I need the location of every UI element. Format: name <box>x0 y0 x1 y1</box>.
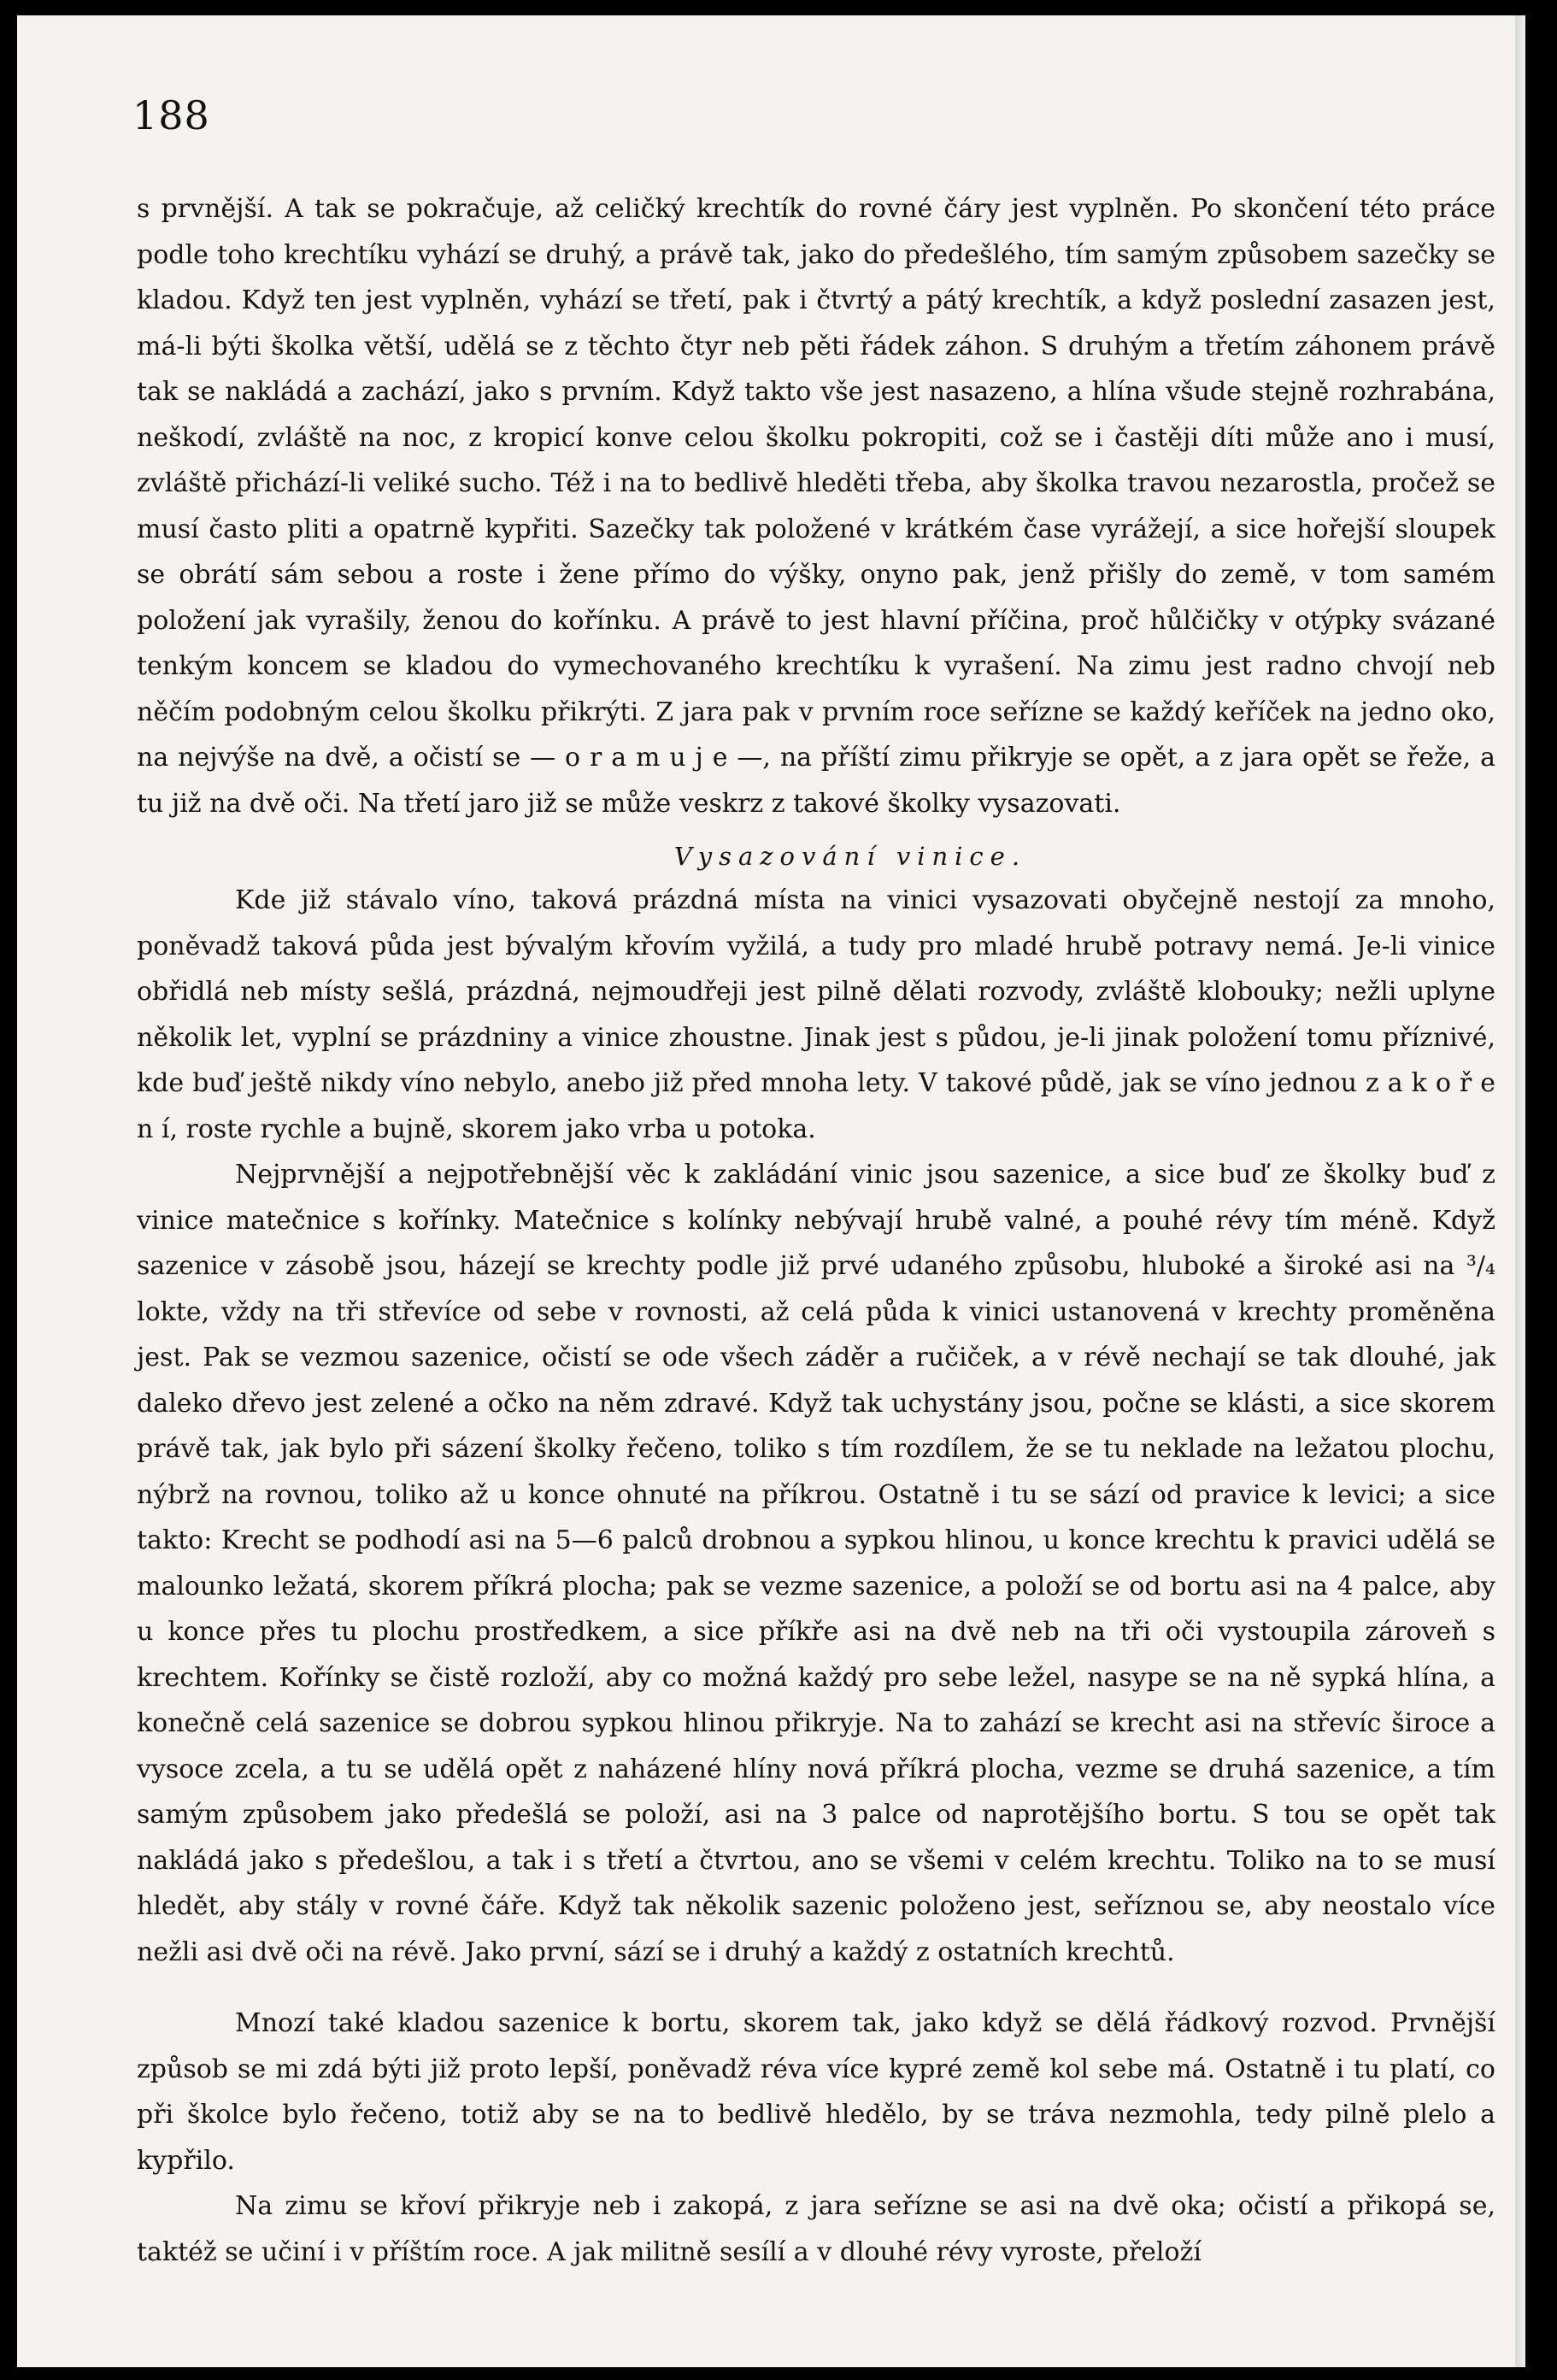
section-title: Vysazování vinice. <box>673 842 1027 871</box>
book-page <box>17 15 1525 2367</box>
paragraph-4: Mnozí také kladou sazenice k bortu, skorem tak, jako když se dělá řádkový rozvod. Prvnější způsob se mi zdá býti již proto lepší, poněvadž réva více kypré země kol sebe má. Ostatně i tu platí, co při školce bylo řečeno, totiž aby se na to bedlivě hledělo, by se tráva nezmohla, tedy pilně plelo a kypřilo. <box>137 2008 1495 2176</box>
paragraph-1: s prvnější. A tak se pokračuje, až celičký krechtík do rovné čáry jest vyplněn. Po skončení této práce podle toho krechtíku vyhází se druhý, a právě tak, jako do předešlého, tím samým způsobem sazečky se kladou. Když ten jest vyplněn, vyhází se třetí, pak i čtvrtý a pátý krechtík, a když poslední zasazen jest, má-li býti školka větší, udělá se z těchto čtyr neb pěti řádek záhon. S druhým a třetím záhonem právě tak se nakládá a zachází, jako s prvním. Když takto vše jest nasazeno, a hlína všude stejně rozhrabána, neškodí, zvláště na noc, z kropicí konve celou školku pokropiti, což se i častěji díti může ano i musí, zvláště přichází-li veliké sucho. Též i na to bedlivě hleděti třeba, aby školka travou nezarostla, pročež se musí často pliti a opatrně kypřiti. Sazečky tak položené v krátkém čase vyrážejí, a sice hořejší sloupek se obrátí sám sebou a roste i žene přímo do výšky, onyno pak, jenž přišly do země, v tom samém položení jak vyrašily, ženou do kořínku. A právě to jest hlavní příčina, proč hůlčičky v otýpky svázané tenkým koncem se kladou do vymechovaného krechtíku k vyrašení. Na zimu jest radno chvojí neb něčím podobným celou školku přikrýti. Z jara pak v prvním roce seřízne se každý keříček na jedno oko, na nejvýše na dvě, a očistí se — o r a m u j e —, na příští zimu přikryje se opět, a z jara opět se řeže, a tu již na dvě oči. Na třetí jaro již se může veskrz z takové školky vysazovati. <box>137 194 1495 819</box>
paragraph-5: Na zimu se křoví přikryje neb i zakopá, z jara seřízne se asi na dvě oka; očistí a přikopá se, taktéž se učiní i v příštím roce. A jak militně sesílí a v dlouhé révy vyroste, přeloží <box>137 2191 1495 2267</box>
page-edge-shadow <box>1515 15 1525 2367</box>
page-number: 188 <box>132 92 210 138</box>
paragraph-2: Kde již stávalo víno, taková prázdná místa na vinici vysazovati obyčejně nestojí za mnoho, poněvadž taková půda jest bývalým křovím vyžilá, a tudy pro mladé hrubě potravy nemá. Je-li vinice obřidlá neb místy sešlá, prázdná, nejmoudřeji jest pilně dělati rozvody, zvláště klobouky; nežli uplyne několik let, vyplní se prázdniny a vinice zhoustne. Jinak jest s půdou, je-li jinak položení tomu příznivé, kde buď ještě nikdy víno nebylo, anebo již před mnoha lety. V takové půdě, jak se víno jednou z a k o ř e n í, roste rychle a bujně, skorem jako vrba u potoka. <box>137 885 1495 1144</box>
paragraph-3: Nejprvnější a nejpotřebnější věc k zakládání vinic jsou sazenice, a sice buď ze školky buď z vinice matečnice s kořínky. Matečnice s kolínky nebývají hrubě valné, a pouhé révy tím méně. Když sazenice v zásobě jsou, házejí se krechty podle již prvé udaného způsobu, hluboké a široké asi na ³/₄ lokte, vždy na tři střevíce od sebe v rovnosti, až celá půda k vinici ustanovená v krechty proměněna jest. Pak se vezmou sazenice, očistí se ode všech záděr a ručiček, a v révě nechají se tak dlouhé, jak daleko dřevo jest zelené a očko na něm zdravé. Když tak uchystány jsou, počne se klásti, a sice skorem právě tak, jak bylo při sázení školky řečeno, toliko s tím rozdílem, že se tu neklade na ležatou plochu, nýbrž na rovnou, toliko až u konce ohnuté na příkrou. Ostatně i tu se sází od pravice k levici; a sice takto: Krecht se podhodí asi na 5—6 palců drobnou a sypkou hlinou, u konce krechtu k pravici udělá se malounko ležatá, skorem příkrá plocha; pak se vezme sazenice, a položí se od bortu asi na 4 palce, aby u konce přes tu plochu prostředkem, a sice příkře asi na dvě neb na tři oči vystoupila zároveň s krechtem. Kořínky se čistě rozloží, aby co možná každý pro sebe ležel, nasype se na ně sypká hlína, a konečně celá sazenice se dobrou sypkou hlinou přikryje. Na to zahází se krecht asi na střevíc široce a vysoce zcela, a tu se udělá opět z naházené hlíny nová příkrá plocha, vezme se druhá sazenice, a tím samým způsobem jako předešlá se položí, asi na 3 palce od naprotějšího bortu. S tou se opět tak nakládá jako s předešlou, a tak i s třetí a čtvrtou, ano se všemi v celém krechtu. Toliko na to se musí hledět, aby stály v rovné čáře. Když tak několik sazenic položeno jest, seříznou se, aby neostalo více nežli asi dvě oči na révě. Jako první, sází se i druhý a každý z ostatních krechtů. <box>137 1160 1495 1967</box>
page-body <box>137 186 1495 2275</box>
